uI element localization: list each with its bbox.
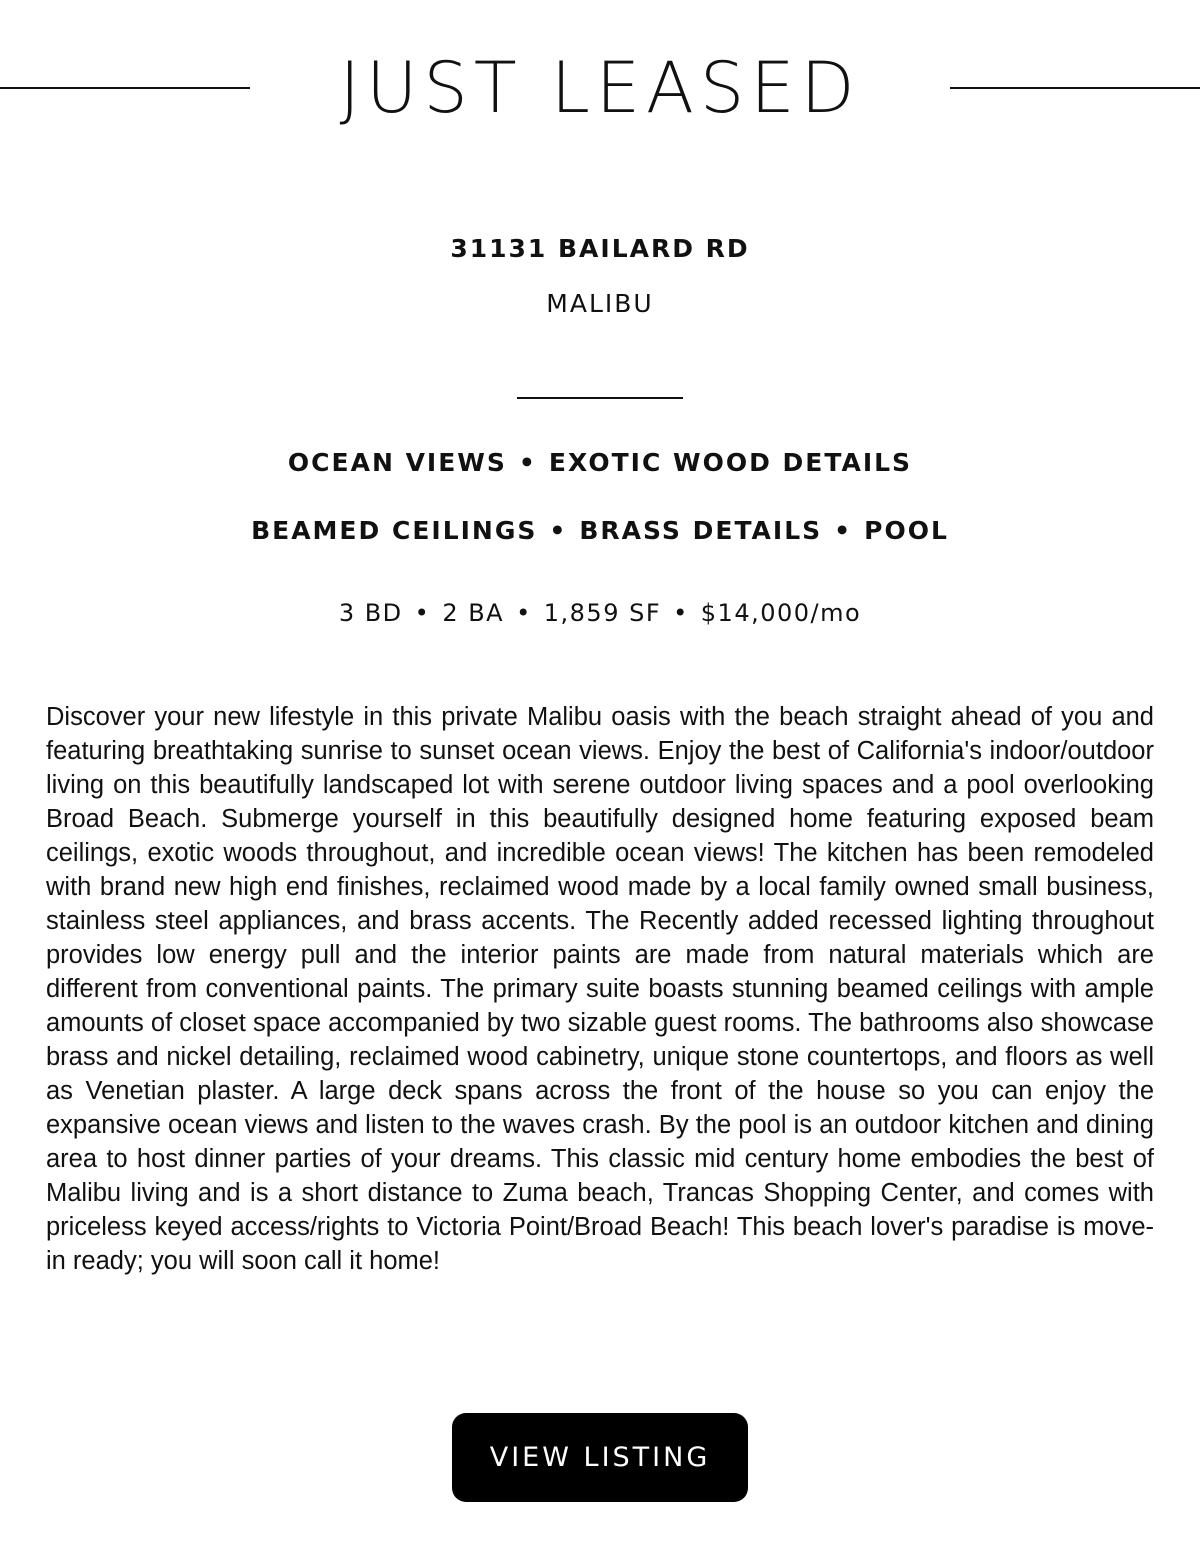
stat-price: $14,000/mo xyxy=(700,599,862,627)
feature-separator: • xyxy=(834,516,853,545)
listing-stats xyxy=(0,596,1200,630)
header-rule-left xyxy=(0,87,250,89)
stat-separator: • xyxy=(673,599,689,627)
feature-beamed-ceilings: BEAMED CEILINGS xyxy=(251,516,538,545)
features-line-1 xyxy=(0,446,1200,480)
listing-city: MALIBU xyxy=(546,289,654,318)
stat-square-feet: 1,859 SF xyxy=(543,599,662,627)
page-title: JUST LEASED xyxy=(339,47,861,129)
feature-separator: • xyxy=(518,448,537,477)
features-line-2 xyxy=(0,514,1200,548)
stat-separator: • xyxy=(414,599,431,627)
feature-pool: POOL xyxy=(864,516,949,545)
listing-description: Discover your new lifestyle in this private Malibu oasis with the beach straight ahead of you and featuring breathtaking sunrise to sunset ocean views. Enjoy the best of California's indoor/outdoor living on this beautifully landscaped lot with serene outdoor living spaces and a pool overlooking Broad Beach. Submerge yourself in this beautifully designed home featuring exposed beam ceilings, exotic woods throughout, and incredible ocean views! The kitchen has been remodeled with brand new high end finishes, reclaimed wood made by a local family owned small business, stainless steel appliances, and brass accents. The Recently added recessed lighting throughout provides low energy pull and the interior paints are made from natural materials which are different from conventional paints. The primary suite boasts stunning beamed ceilings with ample amounts of closet space accompanied by two sizable guest rooms. The bathrooms also showcase brass and nickel detailing, reclaimed wood cabinetry, unique stone countertops, and floors as well as Venetian plaster. A large deck spans across the front of the house so you can enjoy the expansive ocean views and listen to the waves crash. By the pool is an outdoor kitchen and dining area to host dinner parties of your dreams. This classic mid century home embodies the best of Malibu living and is a short distance to Zuma beach, Trancas Shopping Center, and comes with priceless keyed access/rights to Victoria Point/Broad Beach! This beach lover's paradise is move-in ready; you will soon call it home! xyxy=(46,703,1154,1275)
feature-brass-details: BRASS DETAILS xyxy=(579,516,823,545)
header xyxy=(0,0,1200,180)
stat-bathrooms: 2 BA xyxy=(442,599,505,627)
section-divider xyxy=(517,397,683,399)
feature-separator: • xyxy=(549,516,568,545)
view-listing-button[interactable]: VIEW LISTING xyxy=(452,1413,748,1502)
header-rule-right xyxy=(950,87,1200,89)
feature-exotic-wood-details: EXOTIC WOOD DETAILS xyxy=(548,448,913,477)
feature-ocean-views: OCEAN VIEWS xyxy=(287,448,507,477)
listing-address: 31131 BAILARD RD xyxy=(450,234,750,263)
stat-bedrooms: 3 BD xyxy=(338,599,403,627)
stat-separator: • xyxy=(516,599,532,627)
